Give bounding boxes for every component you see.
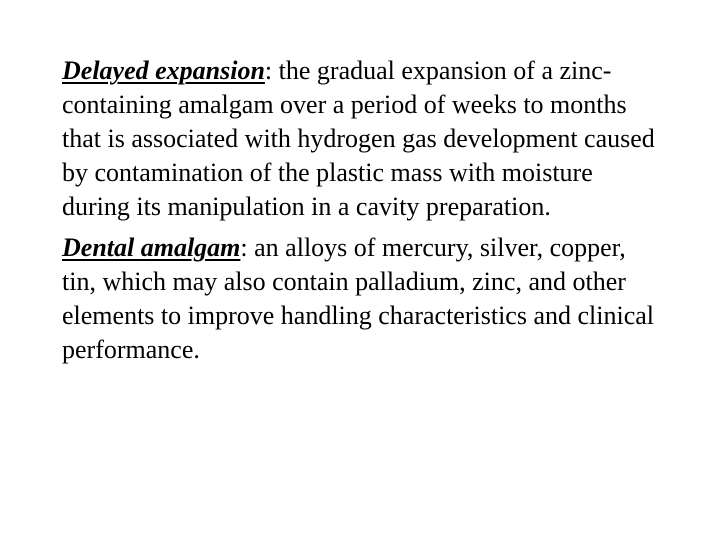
- definition-separator: :: [264, 56, 279, 85]
- definition-dental-amalgam: [62, 231, 662, 367]
- definition-term: Delayed expansion: [62, 56, 265, 85]
- definition-term: Dental amalgam: [62, 233, 241, 262]
- definition-delayed-expansion: [62, 54, 662, 224]
- definition-text: an alloys of mercury, silver, copper, tin, which may also contain palladium, zinc, and other elements to improve handling characteristics and clinical performance.: [62, 233, 655, 364]
- definition-separator: :: [240, 233, 255, 262]
- definition-list: [62, 54, 662, 367]
- definition-text: the gradual expansion of a zinc-containing amalgam over a period of weeks to months that is associated with hydrogen gas development caused by contamination of the plastic mass with moisture during its manipulation in a cavity preparation.: [62, 56, 655, 221]
